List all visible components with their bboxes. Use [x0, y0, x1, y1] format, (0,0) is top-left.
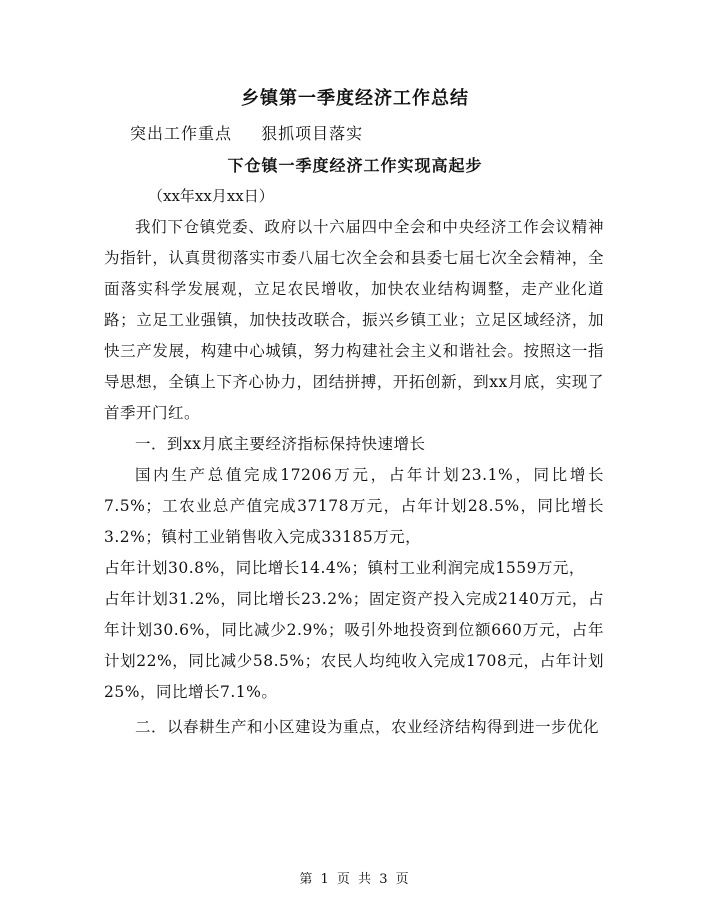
document-subtitle: 下仓镇一季度经济工作实现高起步 — [227, 156, 483, 175]
document-body — [104, 212, 604, 743]
section-1-paragraph: 国内生产总值完成17206万元，占年计划23.1%，同比增长7.5%；工农业总产值完成37178万元，占年计划28.5%，同比增长3.2%；镇村工业销售收入完成33185万元， — [104, 466, 604, 546]
section-heading-2: 二．以春耕生产和小区建设为重点，农业经济结构得到进一步优化 — [135, 718, 600, 736]
section-heading-1: 一．到xx月底主要经济指标保持快速增长 — [135, 435, 426, 453]
page-footer: 第 1 页 共 3 页 — [299, 872, 411, 887]
document-title: 乡镇第一季度经济工作总结 — [241, 88, 469, 109]
document-tagline: 突出工作重点 狠抓项目落实 — [130, 124, 364, 143]
section-1-paragraph-c: 占年计划31.2%，同比增长23.2%；固定资产投入完成2140万元，占年计划30.6%，同比减少2.9%；吸引外地投资到位额660万元，占年计划22%，同比减少58.5%；农民人均纯收入完成1708元，占年计划25%，同比增长7.1%。 — [104, 590, 604, 701]
section-1-line-b: 占年计划30.8%，同比增长14.4%；镇村工业利润完成1559万元， — [104, 559, 585, 577]
intro-paragraph: 我们下仓镇党委、政府以十六届四中全会和中央经济工作会议精神为指针，认真贯彻落实市委八届七次全会和县委七届七次全会精神，全面落实科学发展观，立足农民增收，加快农业结构调整，走产业化道路；立足工业强镇，加快技改联合，振兴乡镇工业；立足区域经济，加快三产发展，构建中心城镇，努力构建社会主义和谐社会。按照这一指导思想，全镇上下齐心协力，团结拼搏，开拓创新，到xx月底，实现了首季开门红。 — [104, 218, 604, 422]
document-date: （xx年xx月xx日） — [148, 187, 274, 205]
